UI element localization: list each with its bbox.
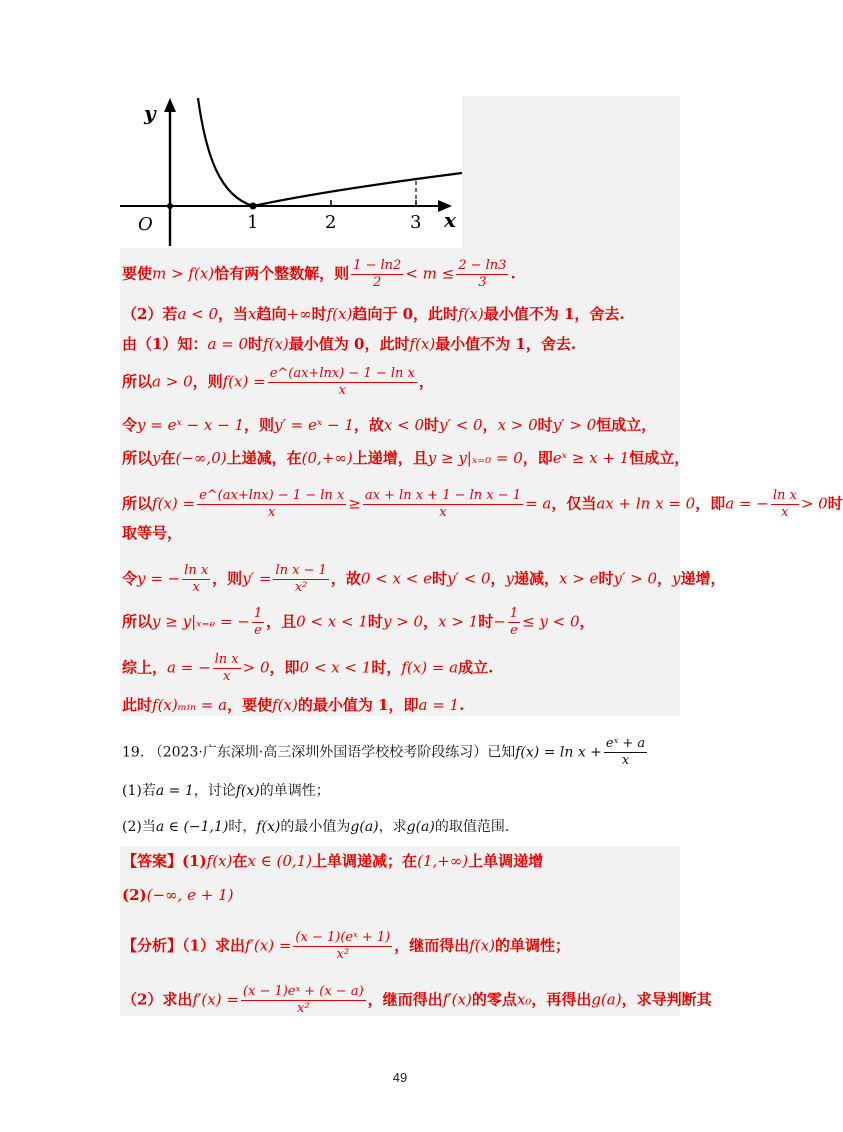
text: 所以 bbox=[122, 494, 153, 513]
math: f(x) = ln x + bbox=[515, 744, 602, 761]
solution-line-1 bbox=[122, 258, 516, 291]
text: ，即 bbox=[269, 658, 300, 677]
text: 时 bbox=[598, 569, 614, 588]
function-graph bbox=[120, 96, 462, 248]
math: y′ < 0 bbox=[446, 569, 491, 588]
denominator: 3 bbox=[478, 275, 487, 290]
text: ，则 bbox=[244, 416, 275, 434]
text: 递减， bbox=[514, 569, 560, 588]
numerator: ln x bbox=[214, 652, 239, 667]
problem-19-part-2 bbox=[122, 816, 509, 838]
denominator: x² bbox=[294, 580, 308, 595]
text: 时， bbox=[371, 658, 402, 677]
math: y′ > 0 bbox=[552, 416, 597, 434]
fraction bbox=[508, 606, 520, 639]
math: x > e bbox=[559, 569, 599, 588]
math: x > 0 bbox=[497, 416, 538, 434]
math: > 0 bbox=[800, 494, 828, 513]
text: ， bbox=[579, 612, 595, 631]
text: 时 bbox=[478, 612, 494, 631]
analysis-part-1 bbox=[122, 930, 570, 963]
math: y = − bbox=[137, 569, 181, 588]
text: ，则 bbox=[192, 372, 223, 391]
numerator: 1 bbox=[253, 606, 263, 621]
fraction bbox=[241, 984, 366, 1017]
text: ， bbox=[482, 416, 498, 434]
math: ≤ y < 0 bbox=[522, 612, 580, 631]
solution-line-9 bbox=[122, 563, 726, 596]
text: 最小值不为 1，舍去. bbox=[483, 305, 625, 323]
math: 0 < x < e bbox=[360, 569, 432, 588]
math: m > f(x) bbox=[152, 264, 215, 283]
text: 的最小值为 bbox=[280, 819, 351, 835]
origin-point bbox=[167, 203, 173, 209]
text: 综上， bbox=[122, 658, 168, 677]
math: y′ > 0 bbox=[613, 569, 658, 588]
math: f′(x) bbox=[442, 990, 472, 1009]
solution-line-12 bbox=[122, 694, 464, 716]
solution-line-4 bbox=[122, 366, 434, 399]
math: a > 0 bbox=[152, 372, 193, 391]
math: x₀ bbox=[516, 990, 532, 1009]
answer-part-2 bbox=[122, 884, 233, 906]
text: ，求导判断其 bbox=[621, 990, 712, 1009]
fraction bbox=[252, 606, 264, 639]
solution-line-7 bbox=[122, 488, 843, 521]
text: 时 bbox=[537, 416, 553, 434]
denominator: x bbox=[267, 505, 276, 520]
text: 在 bbox=[232, 852, 248, 870]
text: 上递增，且 bbox=[352, 449, 428, 467]
math: x ∈ (0,1) bbox=[247, 852, 313, 870]
denominator: x bbox=[192, 580, 200, 595]
problem-19-part-1 bbox=[122, 780, 330, 802]
text: 的零点 bbox=[471, 990, 517, 1009]
text: ， bbox=[418, 372, 434, 391]
math: a = 0 bbox=[207, 335, 249, 353]
text: （2）若 bbox=[122, 305, 178, 323]
text: 恰有两个整数解，则 bbox=[214, 264, 350, 283]
math: f′(x) = bbox=[244, 936, 292, 955]
denominator: x bbox=[439, 505, 447, 520]
graph-panel bbox=[120, 96, 462, 248]
y-label: y bbox=[144, 101, 156, 125]
numerator: ln x − 1 bbox=[275, 563, 327, 578]
answer-label: 【答案】(1) bbox=[122, 852, 207, 870]
math: y′ = bbox=[242, 569, 272, 588]
numerator: ln x bbox=[772, 488, 797, 503]
math: f(x) bbox=[235, 783, 260, 799]
text: ，讨论 bbox=[193, 783, 236, 799]
math: f(x) bbox=[326, 305, 353, 323]
math: f(x) bbox=[256, 819, 281, 835]
numerator: 1 − ln2 bbox=[353, 258, 402, 273]
math: (−∞, e + 1) bbox=[146, 886, 234, 904]
fraction bbox=[456, 258, 508, 291]
math: a = − bbox=[725, 494, 769, 513]
text: ，求 bbox=[378, 819, 407, 835]
math: x < 0 bbox=[383, 416, 424, 434]
math: y′ = eˣ − 1 bbox=[274, 416, 354, 434]
problem-19-statement bbox=[122, 736, 649, 769]
text: 的取值范围. bbox=[434, 819, 510, 835]
math: = a bbox=[525, 494, 552, 513]
math: y ≥ y|ₓ₌ₑ = − bbox=[152, 612, 250, 631]
math: y > 0 bbox=[382, 612, 424, 631]
math: (1,+∞) bbox=[417, 852, 469, 870]
math: y bbox=[152, 449, 161, 467]
numerator: ln x bbox=[184, 563, 209, 578]
text: 时 bbox=[311, 305, 327, 323]
math: a < 0 bbox=[177, 305, 219, 323]
math: f(x)ₘᵢₙ = a bbox=[152, 696, 228, 714]
function-curve bbox=[198, 98, 462, 206]
math: a ∈ (−1,1) bbox=[155, 819, 229, 835]
denominator: x² bbox=[336, 947, 350, 962]
text: 上递减，在 bbox=[226, 449, 302, 467]
math: a = 1 bbox=[155, 783, 194, 799]
text: (1)若 bbox=[122, 783, 156, 799]
text: ， bbox=[490, 569, 506, 588]
text: ，则 bbox=[212, 569, 243, 588]
fraction bbox=[293, 930, 392, 963]
text: 时 bbox=[431, 569, 447, 588]
answer-part-1 bbox=[122, 850, 543, 872]
text: ，故 bbox=[330, 569, 361, 588]
text: 时 bbox=[424, 416, 440, 434]
math: y ≥ y|ₓ₌₀ = 0 bbox=[427, 449, 523, 467]
denominator: x bbox=[621, 753, 630, 768]
math: f(x) bbox=[469, 936, 495, 955]
math: eˣ ≥ x + 1 bbox=[552, 449, 630, 467]
math: f(x) bbox=[272, 696, 298, 714]
solution-line-10 bbox=[122, 606, 595, 639]
text: 令 bbox=[122, 569, 138, 588]
math: x bbox=[248, 305, 257, 323]
page-number: 49 bbox=[392, 1070, 408, 1085]
fraction bbox=[273, 563, 328, 596]
text: 令 bbox=[122, 416, 138, 434]
text: 所以 bbox=[122, 612, 153, 631]
denominator: 2 bbox=[373, 275, 382, 290]
math: g(a) bbox=[591, 990, 622, 1009]
solution-line-2 bbox=[122, 303, 625, 325]
text: 取等号， bbox=[122, 524, 183, 542]
numerator: e^(ax+lnx) − 1 − ln x bbox=[199, 488, 345, 503]
text: 上单调递减；在 bbox=[312, 852, 418, 870]
origin-label: O bbox=[138, 214, 153, 235]
numerator: ax + ln x + 1 − ln x − 1 bbox=[364, 488, 522, 503]
denominator: x bbox=[222, 669, 231, 684]
min-point bbox=[250, 203, 257, 210]
denominator: e bbox=[510, 623, 518, 638]
math: f(x) = bbox=[152, 494, 196, 513]
math: − bbox=[493, 612, 506, 631]
text: ， bbox=[657, 569, 673, 588]
text: . bbox=[459, 696, 465, 714]
math: > 0 bbox=[242, 658, 270, 677]
text: ，继而得出 bbox=[367, 990, 443, 1009]
problem-source: （2023·广东深圳·高三深圳外国语学校校考阶段练习）已知 bbox=[148, 744, 516, 761]
math: ax + ln x = 0 bbox=[596, 494, 696, 513]
fraction bbox=[268, 366, 417, 399]
analysis-part-2 bbox=[122, 984, 712, 1017]
text: 时 bbox=[248, 335, 264, 353]
solution-line-5 bbox=[122, 414, 656, 436]
text: ， bbox=[423, 612, 439, 631]
math: (−∞,0) bbox=[175, 449, 227, 467]
text: 时 bbox=[827, 494, 843, 513]
solution-line-11 bbox=[122, 652, 493, 685]
solution-line-3 bbox=[122, 333, 576, 355]
text: ，继而得出 bbox=[394, 936, 470, 955]
text: 所以 bbox=[122, 449, 153, 467]
text: 最小值为 0，此时 bbox=[288, 335, 410, 353]
text: 的单调性； bbox=[259, 783, 330, 799]
tick-label-2: 2 bbox=[325, 212, 337, 233]
math: < m ≤ bbox=[405, 264, 455, 283]
y-axis-arrow bbox=[164, 98, 176, 112]
denominator: x bbox=[338, 383, 346, 398]
text: (2)当 bbox=[122, 819, 156, 835]
fraction bbox=[213, 652, 241, 685]
math: 0 < x < 1 bbox=[296, 612, 368, 631]
text: 恒成立， bbox=[596, 416, 657, 434]
math: a = − bbox=[167, 658, 211, 677]
math: f(x) bbox=[206, 852, 233, 870]
text: ，仅当 bbox=[551, 494, 597, 513]
text: 在 bbox=[160, 449, 176, 467]
math: x > 1 bbox=[438, 612, 479, 631]
fraction bbox=[351, 258, 403, 291]
text: 成立. bbox=[458, 658, 494, 677]
denominator: x² bbox=[297, 1001, 310, 1016]
numerator: e^(ax+lnx) − 1 − ln x bbox=[269, 366, 415, 381]
numerator: (x − 1)(eˣ + 1) bbox=[295, 930, 391, 945]
x-label: x bbox=[444, 208, 456, 232]
fraction bbox=[197, 488, 346, 521]
numerator: 1 bbox=[509, 606, 519, 621]
text: ，当 bbox=[218, 305, 249, 323]
text: . bbox=[510, 264, 516, 283]
math: y′ < 0 bbox=[439, 416, 483, 434]
text: 由（1）知： bbox=[122, 335, 208, 353]
math: g(a) bbox=[350, 819, 379, 835]
solution-line-6 bbox=[122, 447, 689, 469]
math: f′(x) = bbox=[192, 990, 239, 1009]
math: (0,+∞) bbox=[301, 449, 353, 467]
text: ，且 bbox=[266, 612, 297, 631]
tick-label-1: 1 bbox=[247, 212, 259, 233]
text: ，即 bbox=[695, 494, 726, 513]
denominator: x bbox=[781, 505, 789, 520]
text: 趋向 bbox=[256, 305, 287, 323]
text: 恒成立， bbox=[629, 449, 690, 467]
text: 要使 bbox=[122, 264, 153, 283]
numerator: (x − 1)eˣ + (x − a) bbox=[242, 984, 364, 999]
text: ，要使 bbox=[227, 696, 273, 714]
math: f(x) bbox=[409, 335, 436, 353]
math: y = eˣ − x − 1 bbox=[137, 416, 245, 434]
text: 时， bbox=[228, 819, 257, 835]
text: 趋向于 0，此时 bbox=[352, 305, 459, 323]
text: 时 bbox=[367, 612, 383, 631]
numerator: 2 − ln3 bbox=[458, 258, 507, 273]
solution-line-8 bbox=[122, 522, 182, 544]
text: (2) bbox=[122, 886, 147, 904]
math: +∞ bbox=[286, 305, 312, 323]
math: f(x) bbox=[263, 335, 289, 353]
math: 0 < x < 1 bbox=[299, 658, 372, 677]
text: 此时 bbox=[122, 696, 153, 714]
fraction bbox=[604, 736, 647, 769]
analysis-label: 【分析】（1）求出 bbox=[122, 936, 245, 955]
math: y bbox=[672, 569, 681, 588]
problem-number: 19. bbox=[122, 744, 145, 761]
fraction bbox=[363, 488, 523, 521]
text: 的单调性； bbox=[494, 936, 570, 955]
text: 所以 bbox=[122, 372, 153, 391]
numerator: eˣ + a bbox=[605, 736, 646, 751]
text: 递增， bbox=[680, 569, 726, 588]
text: ，再得出 bbox=[531, 990, 592, 1009]
text: 最小值不为 1，舍去. bbox=[435, 335, 577, 353]
denominator: e bbox=[254, 623, 262, 638]
fraction bbox=[771, 488, 799, 521]
text: ，即 bbox=[522, 449, 553, 467]
text: ，故 bbox=[353, 416, 384, 434]
math: f(x) = a bbox=[401, 658, 459, 677]
math: g(a) bbox=[406, 819, 435, 835]
math: ≥ bbox=[348, 494, 361, 513]
tick-label-3: 3 bbox=[410, 212, 422, 233]
text: 的最小值为 1，即 bbox=[297, 696, 419, 714]
fraction bbox=[182, 563, 210, 596]
math: f(x) = bbox=[222, 372, 266, 391]
math: y bbox=[505, 569, 514, 588]
math: f(x) bbox=[458, 305, 484, 323]
math: a = 1 bbox=[418, 696, 460, 714]
text: （2）求出 bbox=[122, 990, 193, 1009]
text: 上单调递增 bbox=[468, 852, 544, 870]
